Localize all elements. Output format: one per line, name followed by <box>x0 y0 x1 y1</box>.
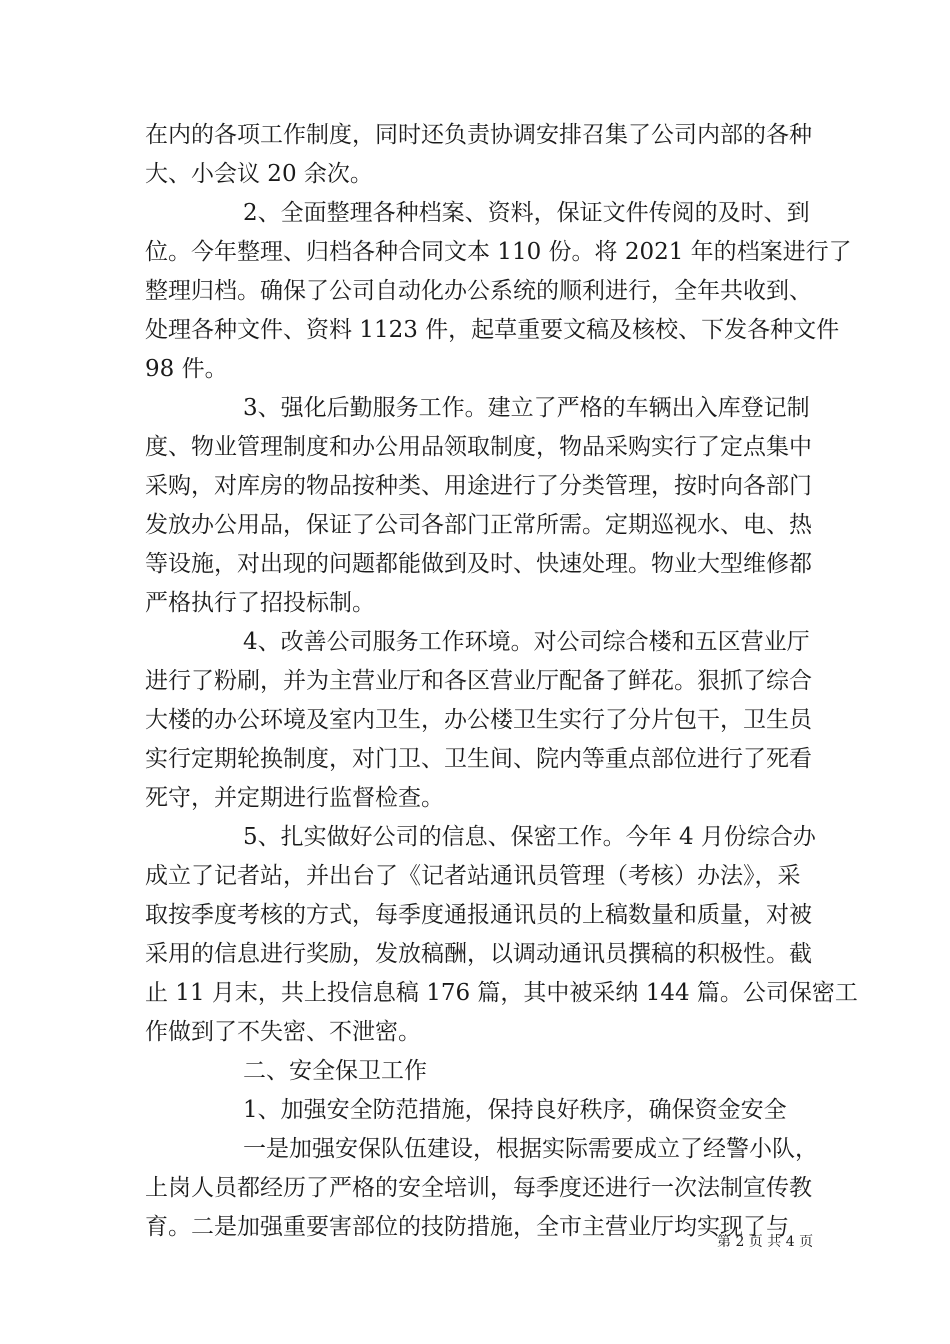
text-line: 大楼的办公环境及室内卫生，办公楼卫生实行了分片包干，卫生员 <box>145 707 812 733</box>
text-line: 育。二是加强重要害部位的技防措施，全市主营业厅均实现了与 <box>145 1214 789 1240</box>
text-line: 止 11 月末，共上投信息稿 176 篇，其中被采纳 144 篇。公司保密工 <box>145 980 858 1006</box>
text-line: 大、小会议 20 余次。 <box>145 161 373 187</box>
text-line: 严格执行了招投标制。 <box>145 590 375 616</box>
text-line: 度、物业管理制度和办公用品领取制度，物品采购实行了定点集中 <box>145 434 812 460</box>
text-line: 死守，并定期进行监督检查。 <box>145 785 444 811</box>
subsection-heading: 1、加强安全防范措施，保持良好秩序，确保资金安全 <box>243 1097 787 1123</box>
text-line: 实行定期轮换制度，对门卫、卫生间、院内等重点部位进行了死看 <box>145 746 812 772</box>
text-line: 上岗人员都经历了严格的安全培训，每季度还进行一次法制宣传教 <box>145 1175 812 1201</box>
text-line: 5、扎实做好公司的信息、保密工作。今年 4 月份综合办 <box>243 824 816 850</box>
text-line: 2、全面整理各种档案、资料，保证文件传阅的及时、到 <box>243 200 810 226</box>
text-line: 发放办公用品，保证了公司各部门正常所需。定期巡视水、电、热 <box>145 512 812 538</box>
text-line: 采购，对库房的物品按种类、用途进行了分类管理，按时向各部门 <box>145 473 812 499</box>
text-line: 等设施，对出现的问题都能做到及时、快速处理。物业大型维修都 <box>145 551 812 577</box>
text-line: 进行了粉刷，并为主营业厅和各区营业厅配备了鲜花。狠抓了综合 <box>145 668 812 694</box>
text-line: 98 件。 <box>145 356 228 382</box>
text-line: 位。今年整理、归档各种合同文本 110 份。将 2021 年的档案进行了 <box>145 239 852 265</box>
text-line: 3、强化后勤服务工作。建立了严格的车辆出入库登记制 <box>243 395 810 421</box>
text-line: 整理归档。确保了公司自动化办公系统的顺利进行，全年共收到、 <box>145 278 812 304</box>
text-line: 处理各种文件、资料 1123 件，起草重要文稿及核校、下发各种文件 <box>145 317 840 343</box>
text-line: 采用的信息进行奖励，发放稿酬，以调动通讯员撰稿的积极性。截 <box>145 941 812 967</box>
text-line: 在内的各项工作制度，同时还负责协调安排召集了公司内部的各种 <box>145 122 812 148</box>
section-heading: 二、安全保卫工作 <box>243 1058 427 1084</box>
text-line: 一是加强安保队伍建设，根据实际需要成立了经警小队， <box>243 1136 818 1162</box>
text-line: 取按季度考核的方式，每季度通报通讯员的上稿数量和质量，对被 <box>145 902 812 928</box>
text-line: 作做到了不失密、不泄密。 <box>145 1019 421 1045</box>
page-number-footer: 第 2 页 共 4 页 <box>717 1234 814 1250</box>
text-line: 4、改善公司服务工作环境。对公司综合楼和五区营业厅 <box>243 629 810 655</box>
text-line: 成立了记者站，并出台了《记者站通讯员管理（考核）办法》，采 <box>145 863 801 889</box>
